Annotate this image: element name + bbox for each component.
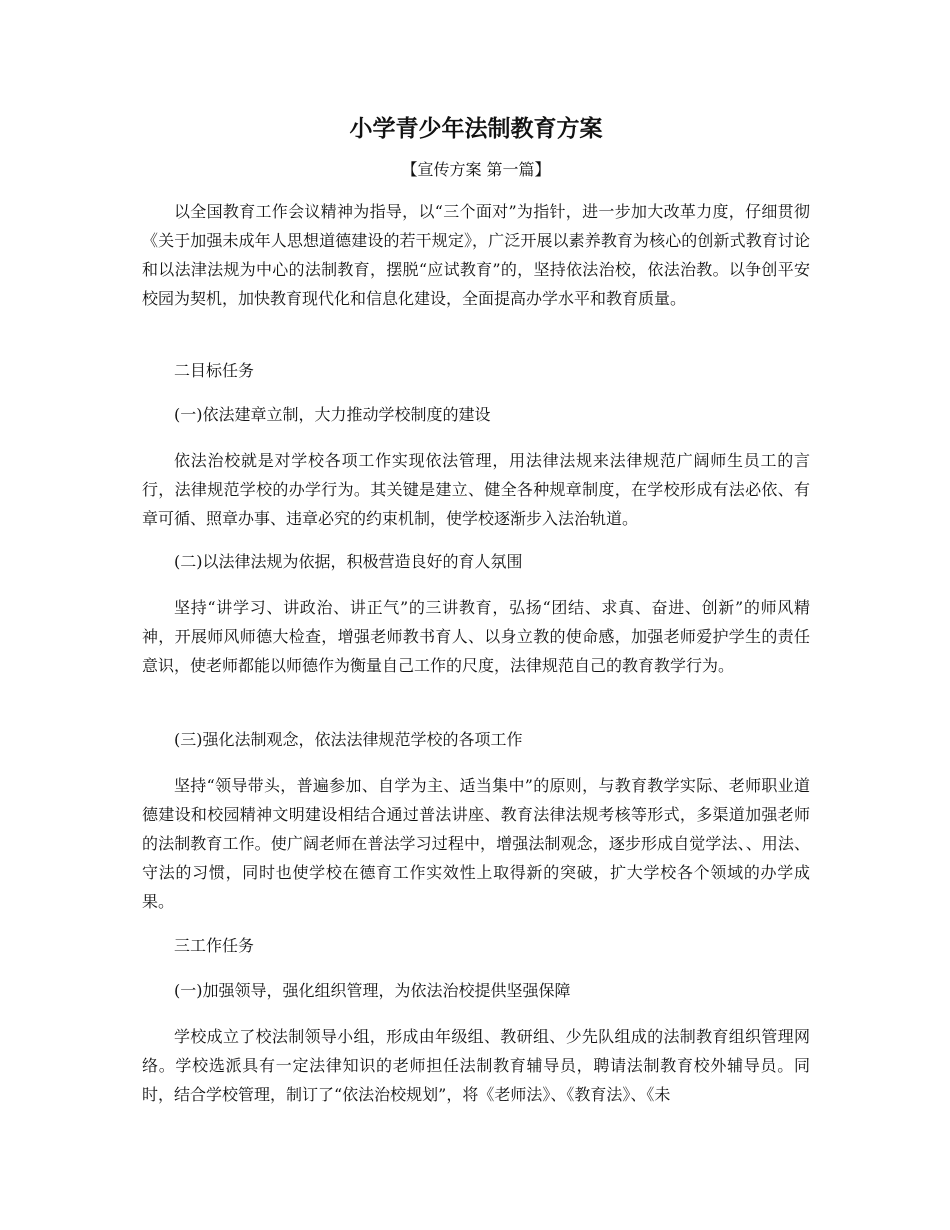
document-subtitle: 【宣传方案 第一篇】 [401, 160, 551, 179]
body-paragraph: 依法治校就是对学校各项工作实现依法管理，用法律法规来法律规范广阔师生员工的言行，法律规范学校的办学行为。其关键是建立、健全各种规章制度，在学校形成有法必依、有章可循、照章办事、违章必究的约束机制，使学校逐渐步入法治轨道。 [142, 451, 810, 528]
section-heading-work-tasks: 三工作任务 [174, 936, 255, 955]
body-paragraph: 坚持“领导带头，普遍参加、自学为主、适当集中”的原则，与教育教学实际、老师职业道德建设和校园精神文明建设相结合通过普法讲座、教育法律法规考核等形式，多渠道加强老师的法制教育工作。使广阔老师在普法学习过程中，增强法制观念，逐步形成自觉学法、、用法、守法的习惯，同时也使学校在德育工作实效性上取得新的突破，扩大学校各个领域的办学成果。 [142, 776, 810, 911]
intro-paragraph: 以全国教育工作会议精神为指导，以“三个面对”为指针，进一步加大改革力度，仔细贯彻《关于加强未成年人思想道德建设的若干规定》，广泛开展以素养教育为核心的创新式教育讨论和以法津法规为中心的法制教育，摆脱“应试教育”的，坚持依法治校，依法治教。以争创平安校园为契机，加快教育现代化和信息化建设，全面提高办学水平和教育质量。 [142, 202, 810, 308]
section-heading-goals: 二目标任务 [174, 361, 255, 380]
subsection-heading-3: (三)强化法制观念，依法法律规范学校的各项工作 [174, 730, 523, 749]
body-paragraph: 学校成立了校法制领导小组，形成由年级组、教研组、少先队组成的法制教育组织管理网络。学校选派具有一定法律知识的老师担任法制教育辅导员，聘请法制教育校外辅导员。同时，结合学校管理，制订了“依法治校规划”，将《老师法》、《教育法》、《未 [142, 1027, 810, 1104]
document-title: 小学青少年法制教育方案 [349, 115, 603, 142]
subsection-heading-1: (一)依法建章立制，大力推动学校制度的建设 [174, 405, 491, 424]
body-paragraph: 坚持“讲学习、讲政治、讲正气”的三讲教育，弘扬“团结、求真、奋进、创新”的师风精神，开展师风师德大检查，增强老师教书育人、以身立教的使命感，加强老师爱护学生的责任意识，使老师都能以师德作为衡量自己工作的尺度，法律规范自己的教育教学行为。 [142, 598, 810, 675]
subsection-heading-2: (二)以法律法规为依据，积极营造良好的育人氛围 [174, 552, 523, 571]
subsection-heading-work-1: (一)加强领导，强化组织管理，为依法治校提供坚强保障 [174, 981, 571, 1000]
